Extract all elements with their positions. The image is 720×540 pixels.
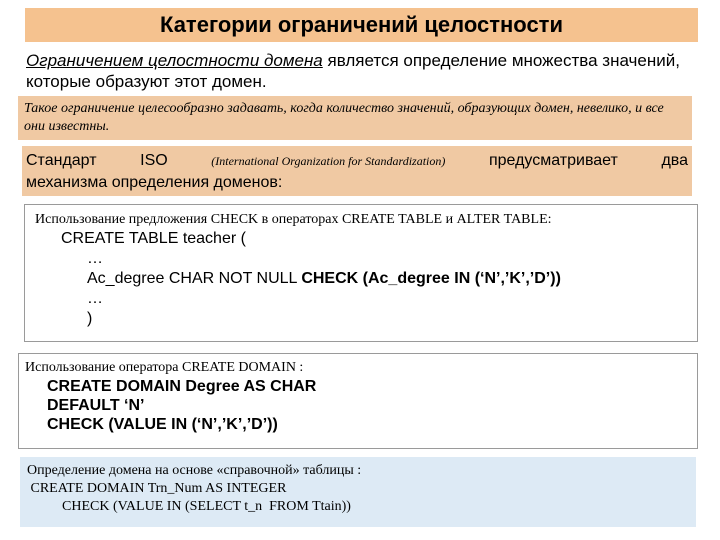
reference-example-box xyxy=(20,457,696,527)
intro-term: Ограничением целостности домена xyxy=(26,51,323,70)
check-heading: Использование предложения CHECK в операторах CREATE TABLE и ALTER TABLE: xyxy=(35,212,552,227)
page-title: Категории ограничений целостности xyxy=(25,8,698,42)
standard-org: (International Organization for Standardization) xyxy=(211,154,446,168)
check-code-line-3 xyxy=(35,269,687,289)
check-code-line-2: … xyxy=(87,250,103,267)
check-code-line-4: … xyxy=(87,290,103,307)
check-code-plain: Ac_degree CHAR NOT NULL xyxy=(87,270,302,287)
standard-word-1: Стандарт xyxy=(26,152,97,169)
domain-example-box xyxy=(18,353,698,449)
check-code-line-5: ) xyxy=(87,310,93,327)
domain-code-line-1: CREATE DOMAIN Degree AS CHAR xyxy=(47,378,317,395)
standard-word-2: ISO xyxy=(140,152,168,169)
standard-word-4: два xyxy=(661,152,688,169)
check-code-line-1: CREATE TABLE teacher ( xyxy=(61,230,246,247)
standard-line-1 xyxy=(26,150,688,172)
reference-heading: Определение домена на основе «справочной» таблицы : xyxy=(27,463,362,478)
standard-line-2: механизма определения доменов: xyxy=(26,174,283,191)
standard-box xyxy=(22,146,692,196)
intro-paragraph xyxy=(26,50,698,92)
standard-word-3: предусматривает xyxy=(488,152,618,169)
check-example-box xyxy=(24,204,698,342)
domain-heading: Использование оператора CREATE DOMAIN : xyxy=(25,360,304,375)
intro-text: является определение множества значений, которые образуют этот домен. xyxy=(26,51,680,91)
domain-code-line-3: CHECK (VALUE IN (‘N’,’K’,’D’)) xyxy=(47,416,278,433)
note-box: Такое ограничение целесообразно задавать, когда количество значений, образующих домен, невелико, и все они известны. xyxy=(18,96,692,140)
reference-line-1: CREATE DOMAIN Trn_Num AS INTEGER xyxy=(27,481,287,496)
domain-code-line-2: DEFAULT ‘N’ xyxy=(47,397,145,414)
check-code-bold: CHECK (Ac_degree IN (‘N’,’K’,’D’)) xyxy=(301,270,561,287)
reference-line-2: CHECK (VALUE IN (SELECT t_n FROM Ttain)) xyxy=(27,499,351,514)
